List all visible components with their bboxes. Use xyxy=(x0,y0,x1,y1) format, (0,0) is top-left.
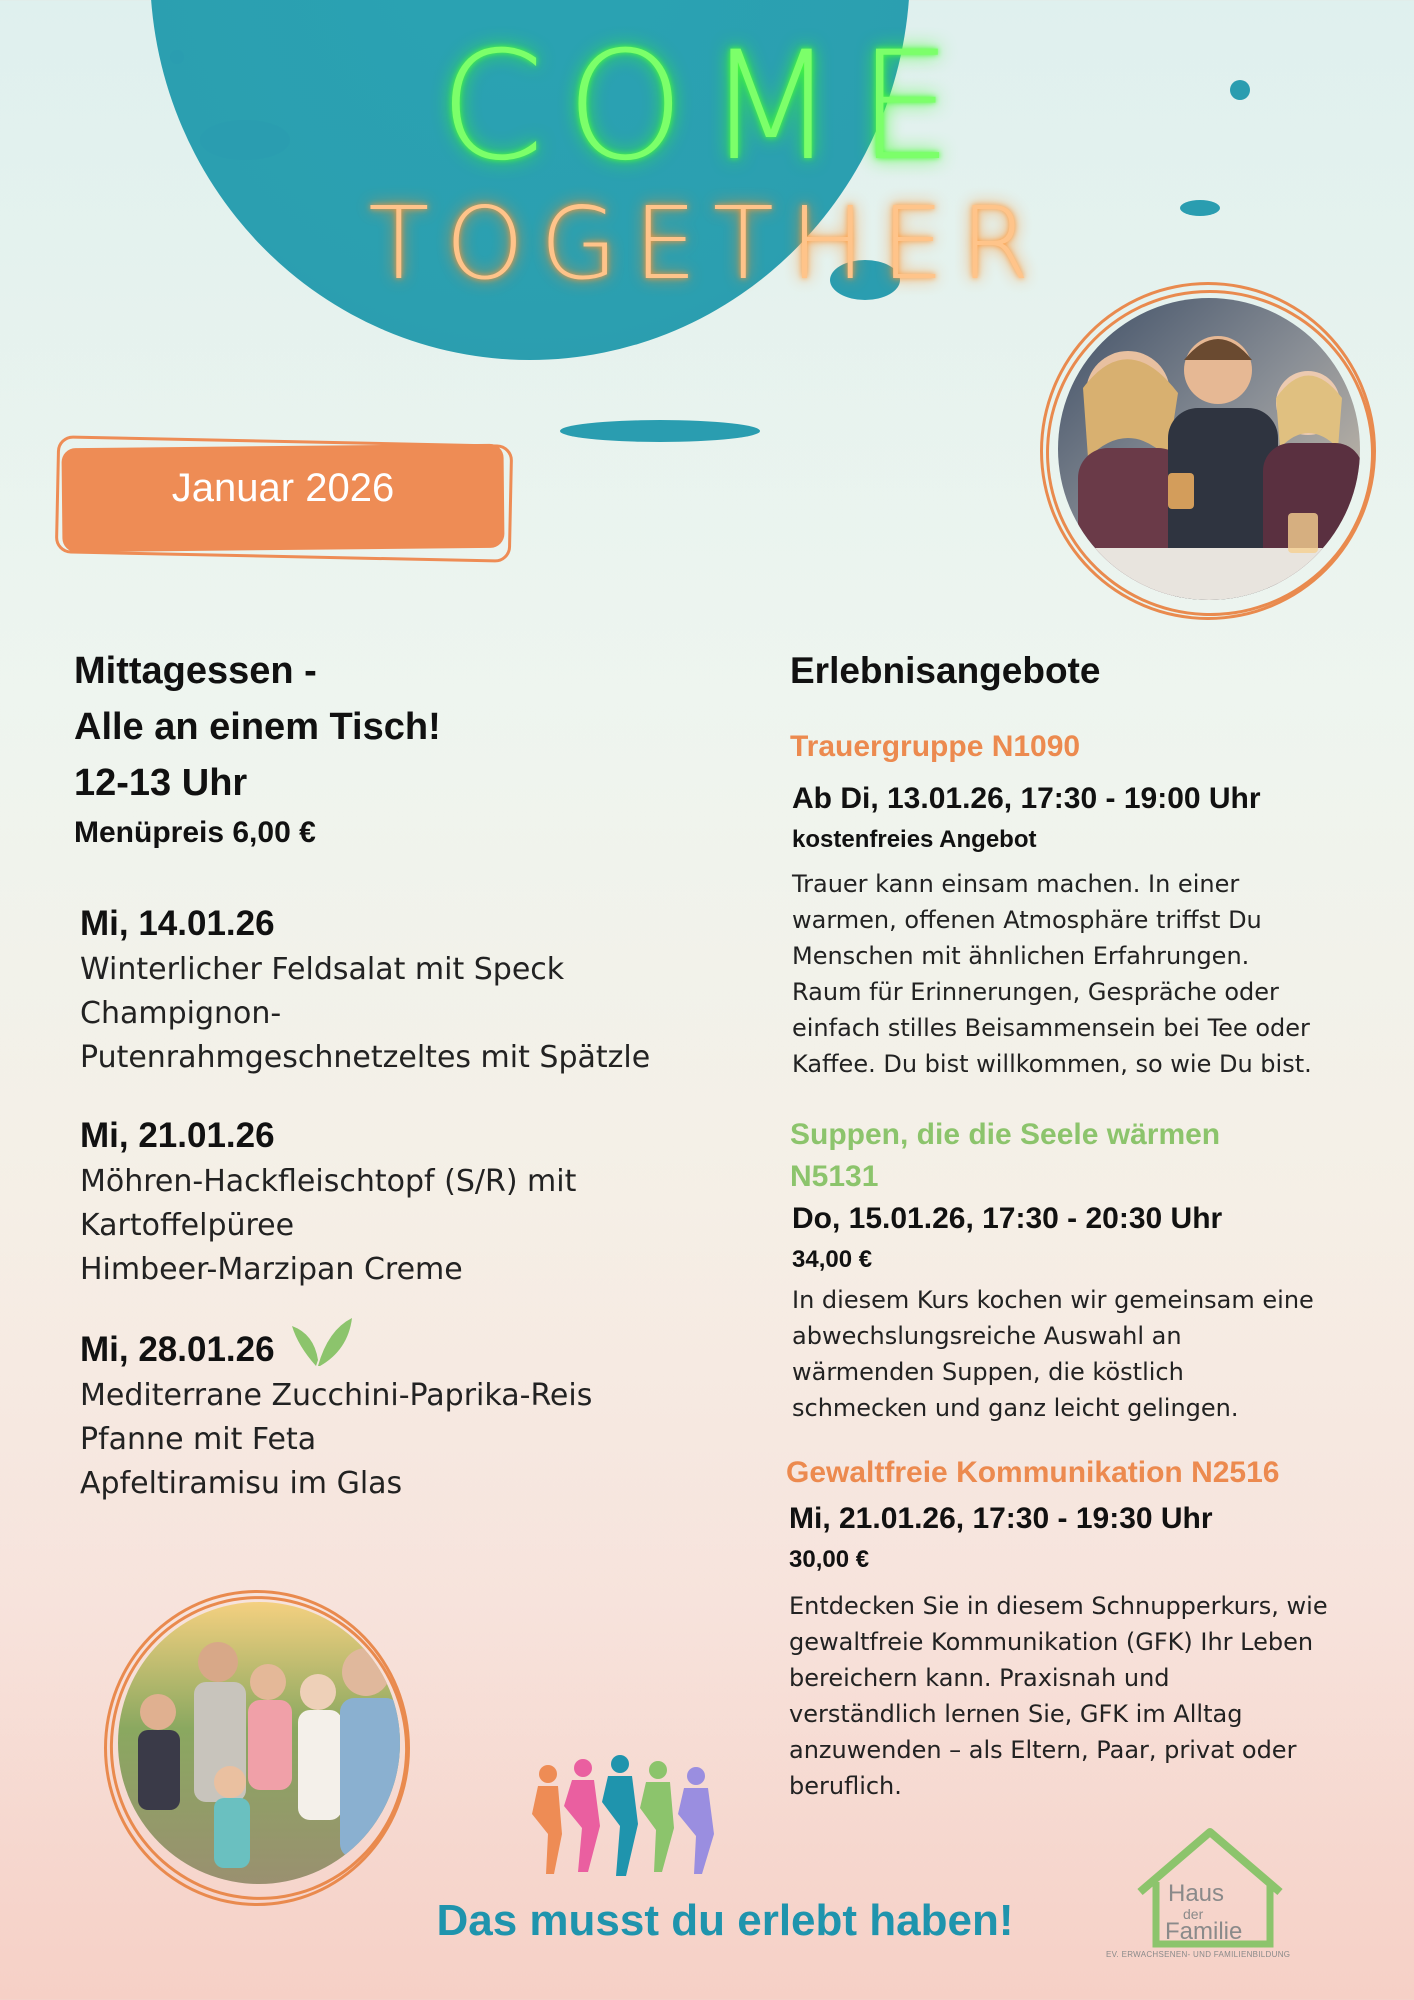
event-text-line: Trauer kann einsam machen. In einer xyxy=(792,870,1240,898)
event-text-line: gewaltfreie Kommunikation (GFK) Ihr Leben xyxy=(789,1628,1314,1656)
menu-day-date: Mi, 28.01.26 xyxy=(80,1330,275,1369)
event-note: 34,00 € xyxy=(792,1246,873,1273)
event-date: Ab Di, 13.01.26, 17:30 - 19:00 Uhr xyxy=(792,782,1261,815)
menu-line: Apfeltiramisu im Glas xyxy=(80,1466,403,1501)
menu-day-dishes xyxy=(80,1160,576,1292)
event-text-line: Kaffee. Du bist willkommen, so wie Du bist. xyxy=(792,1050,1312,1078)
logo-subtitle: EV. ERWACHSENEN- UND FAMILIENBILDUNG xyxy=(1106,1950,1291,1959)
lunch-price: Menüpreis 6,00 € xyxy=(74,816,316,849)
event-text-line: anzuwenden – als Eltern, Paar, privat oder xyxy=(789,1736,1297,1764)
menu-line: Möhren-Hackfleischtopf (S/R) mit xyxy=(80,1164,577,1199)
event-description xyxy=(792,1282,1382,1426)
event-title: Gewaltfreie Kommunikation N2516 xyxy=(786,1456,1280,1489)
event-text-line: einfach stilles Beisammensein bei Tee oder xyxy=(792,1014,1310,1042)
event-text-line: abwechslungsreiche Auswahl an xyxy=(792,1322,1182,1350)
logo-text: Haus xyxy=(1168,1880,1225,1907)
menu-day-dishes xyxy=(80,948,650,1080)
menu-line: Putenrahmgeschnetzeltes mit Spätzle xyxy=(80,1040,651,1075)
event-text-line: Raum für Erinnerungen, Gespräche oder xyxy=(792,978,1279,1006)
title-come: COME xyxy=(439,20,975,194)
menu-day-date: Mi, 14.01.26 xyxy=(80,904,275,943)
title-together: TOGETHER xyxy=(368,185,1046,302)
event-text-line: In diesem Kurs kochen wir gemeinsam eine xyxy=(792,1286,1314,1314)
logo-text: Familie xyxy=(1165,1918,1243,1945)
menu-line: Pfanne mit Feta xyxy=(80,1422,317,1457)
friends-photo xyxy=(1058,298,1360,600)
logo-text: der xyxy=(1183,1906,1204,1922)
event-description xyxy=(792,866,1382,1082)
event-title: Trauergruppe N1090 xyxy=(790,730,1081,763)
event-text-line: bereichern kann. Praxisnah und xyxy=(789,1664,1170,1692)
menu-line: Champignon- xyxy=(80,996,282,1031)
lunch-title-line2: Alle an einem Tisch! xyxy=(74,706,441,748)
event-text-line: wärmenden Suppen, die köstlich xyxy=(792,1358,1184,1386)
event-date: Do, 15.01.26, 17:30 - 20:30 Uhr xyxy=(792,1202,1223,1235)
event-description xyxy=(789,1588,1379,1804)
event-text-line: warmen, offenen Atmosphäre triffst Du xyxy=(792,906,1262,934)
footer-slogan: Das musst du erlebt haben! xyxy=(436,1896,1014,1945)
event-text-line: schmecken und ganz leicht gelingen. xyxy=(792,1394,1239,1422)
events-title: Erlebnisangebote xyxy=(790,650,1101,691)
event-date: Mi, 21.01.26, 17:30 - 19:30 Uhr xyxy=(789,1502,1213,1535)
menu-line: Winterlicher Feldsalat mit Speck xyxy=(80,952,565,987)
menu-day-date: Mi, 21.01.26 xyxy=(80,1116,275,1155)
lunch-time: 12-13 Uhr xyxy=(74,762,248,804)
menu-day-dishes xyxy=(80,1374,592,1506)
family-photo xyxy=(118,1602,400,1884)
jumping-people-icon xyxy=(528,1754,718,1888)
event-note: 30,00 € xyxy=(789,1546,870,1573)
event-title: Suppen, die die Seele wärmen xyxy=(790,1118,1221,1151)
event-text-line: beruflich. xyxy=(789,1772,902,1800)
lunch-title-line1: Mittagessen - xyxy=(74,650,317,692)
vegetarian-leaf-icon xyxy=(288,1316,356,1372)
event-text-line: verständlich lernen Sie, GFK im Alltag xyxy=(789,1700,1243,1728)
menu-line: Himbeer-Marzipan Creme xyxy=(80,1252,463,1287)
event-text-line: Entdecken Sie in diesem Schnupperkurs, wie xyxy=(789,1592,1328,1620)
menu-line: Mediterrane Zucchini-Paprika-Reis xyxy=(80,1378,593,1413)
event-title-code: N5131 xyxy=(790,1160,879,1193)
paint-splash xyxy=(560,420,760,442)
event-note: kostenfreies Angebot xyxy=(792,826,1037,853)
event-text-line: Menschen mit ähnlichen Erfahrungen. xyxy=(792,942,1250,970)
menu-line: Kartoffelpüree xyxy=(80,1208,295,1243)
month-label: Januar 2026 xyxy=(171,466,395,510)
